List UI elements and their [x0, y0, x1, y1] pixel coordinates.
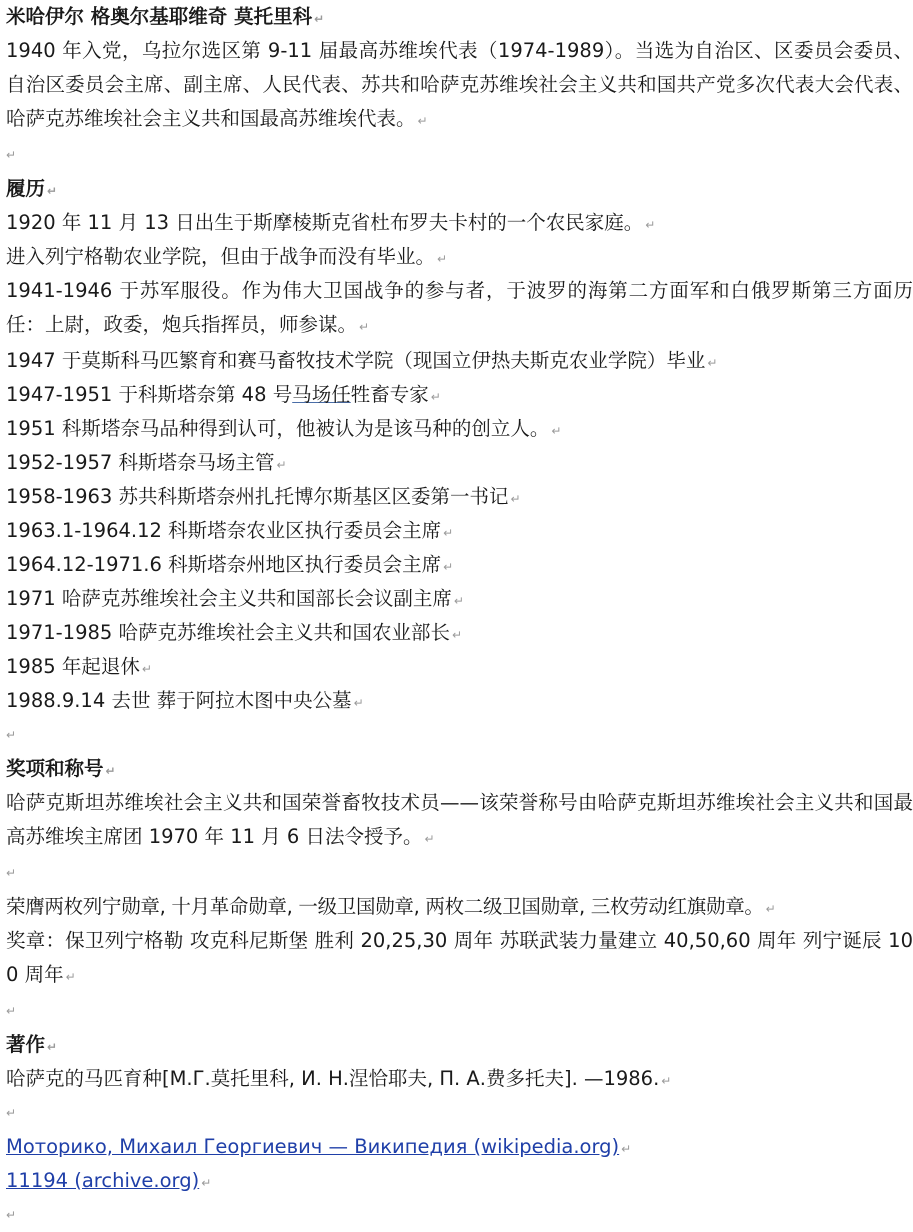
paragraph-mark: ↵: [417, 114, 428, 128]
career-heading-text: 履历: [6, 177, 46, 200]
empty-paragraph: ↵: [6, 1208, 17, 1222]
archive-link[interactable]: 11194 (archive.org): [6, 1169, 200, 1192]
medals-paragraph: 奖章：保卫列宁格勒 攻克科尼斯堡 胜利 20,25,30 周年 苏联武装力量建立 40,50,60 周年 列宁诞辰 100 周年 ↵: [6, 929, 913, 986]
career-item: 1988.9.14 去世 葬于阿拉木图中央公墓 ↵: [6, 689, 364, 712]
award-title-paragraph: 哈萨克斯坦苏维埃社会主义共和国荣誉畜牧技术员——该荣誉称号由哈萨克斯坦苏维埃社会主义共和国最高苏维埃主席团 1970 年 11 月 6 日法令授予。 ↵: [6, 791, 913, 848]
career-item: 1947 于莫斯科马匹繁育和赛马畜牧技术学院（现国立伊热夫斯克农业学院）毕业 ↵: [6, 349, 718, 372]
title-text: 米哈伊尔 格奥尔基耶维奇 莫托里科: [6, 5, 313, 28]
career-item: 1971-1985 哈萨克苏维埃社会主义共和国农业部长 ↵: [6, 621, 463, 644]
intro-text: 1940 年入党，乌拉尔选区第 9-11 届最高苏维埃代表（1974-1989）。当选为自治区、区委员会委员、自治区委员会主席、副主席、人民代表、苏共和哈萨克苏维埃社会主义共和国共产党多次代表大会代表、哈萨克苏维埃社会主义共和国最高苏维埃代表。: [6, 39, 913, 130]
career-item: 1964.12-1971.6 科斯塔奈州地区执行委员会主席 ↵: [6, 553, 454, 576]
career-item: 进入列宁格勒农业学院，但由于战争而没有毕业。 ↵: [6, 245, 448, 268]
underlined-word: 马场任: [292, 383, 351, 406]
career-item: 1951 科斯塔奈马品种得到认可，他被认为是该马种的创立人。 ↵: [6, 417, 562, 440]
empty-paragraph: ↵: [6, 866, 17, 880]
works-heading-text: 著作: [6, 1033, 46, 1056]
career-item: 1971 哈萨克苏维埃社会主义共和国部长会议副主席 ↵: [6, 587, 464, 610]
empty-paragraph: ↵: [6, 728, 17, 742]
career-item: 1947-1951 于科斯塔奈第 48 号马场任牲畜专家 ↵: [6, 383, 441, 406]
paragraph-mark: ↵: [314, 12, 325, 26]
link-line: Моторико, Михаил Георгиевич — Википедия (wikipedia.org) ↵: [6, 1135, 632, 1158]
empty-paragraph: ↵: [6, 148, 17, 162]
career-item: 1963.1-1964.12 科斯塔奈农业区执行委员会主席 ↵: [6, 519, 454, 542]
intro-paragraph: [6, 34, 913, 138]
empty-paragraph: ↵: [6, 1106, 17, 1120]
career-heading: [6, 172, 913, 206]
career-item: 1920 年 11 月 13 日出生于斯摩棱斯克省杜布罗夫卡村的一个农民家庭。 ↵: [6, 211, 656, 234]
career-item: 1941-1946 于苏军服役。作为伟大卫国战争的参与者，于波罗的海第二方面军和白俄罗斯第三方面历任：上尉，政委，炮兵指挥员，师参谋。 ↵: [6, 279, 913, 336]
paragraph-mark: ↵: [47, 184, 58, 198]
awards-heading-text: 奖项和称号: [6, 757, 104, 780]
link-line: 11194 (archive.org) ↵: [6, 1169, 212, 1192]
empty-paragraph: ↵: [6, 1004, 17, 1018]
career-item: 1958-1963 苏共科斯塔奈州扎托博尔斯基区区委第一书记 ↵: [6, 485, 521, 508]
wikipedia-link[interactable]: Моторико, Михаил Георгиевич — Википедия (wikipedia.org): [6, 1135, 620, 1158]
works-heading: 著作 ↵: [6, 1033, 58, 1056]
works-item: 哈萨克的马匹育种[М.Г.莫托里科, И. Н.涅恰耶夫, П. А.费多托夫]. —1986. ↵: [6, 1067, 672, 1090]
career-item: 1985 年起退休 ↵: [6, 655, 152, 678]
awards-heading: 奖项和称号 ↵: [6, 757, 116, 780]
career-item: 1952-1957 科斯塔奈马场主管 ↵: [6, 451, 287, 474]
person-title: [6, 0, 913, 34]
orders-paragraph: 荣膺两枚列宁勋章, 十月革命勋章, 一级卫国勋章, 两枚二级卫国勋章, 三枚劳动红旗勋章。 ↵: [6, 895, 776, 918]
